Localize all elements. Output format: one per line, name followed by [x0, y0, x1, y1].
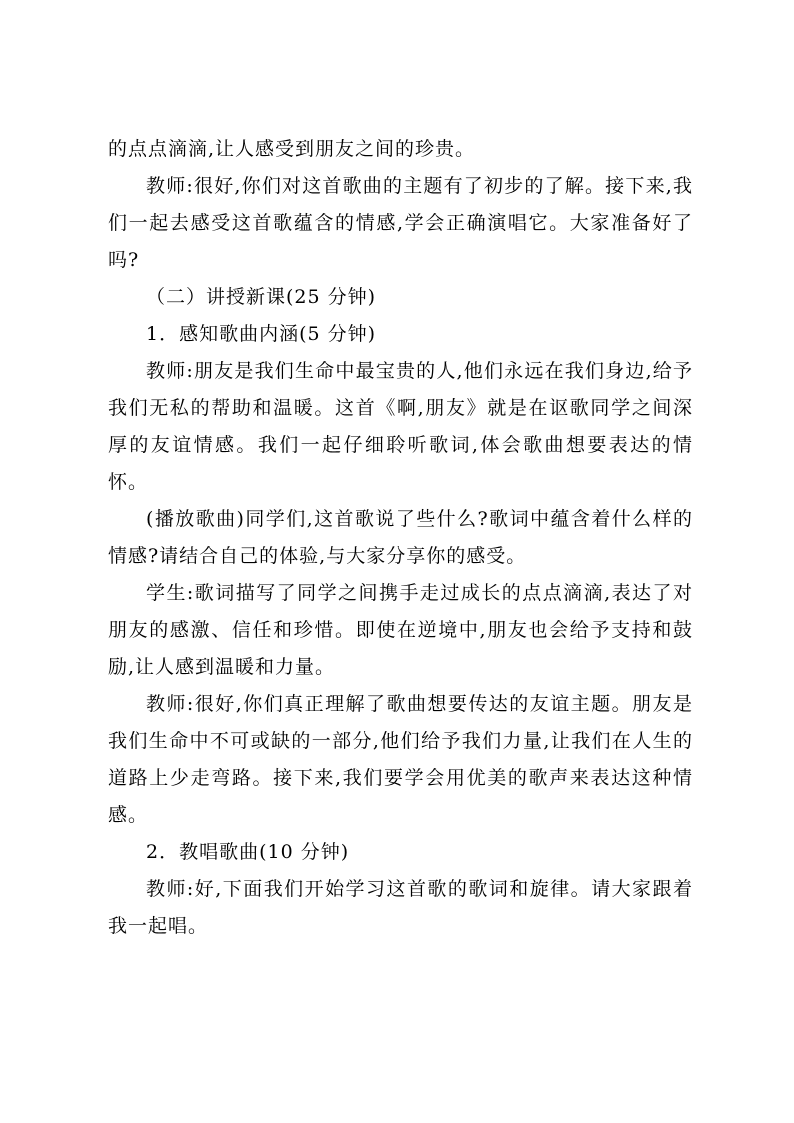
paragraph-teacher-summary: 教师:很好,你们真正理解了歌曲想要传达的友谊主题。朋友是我们生命中不可或缺的一部分,他们给予我们力量,让我们在人生的道路上少走弯路。接下来,我们要学会用优美的歌声来表达这种情感。 [108, 693, 693, 826]
subsection-heading-teach-singing: 2．教唱歌曲(10 分钟) [146, 841, 350, 863]
document-page [108, 131, 693, 945]
section-heading-new-lesson: （二）讲授新课(25 分钟) [146, 286, 377, 308]
paragraph-teacher-friends: 教师:朋友是我们生命中最宝贵的人,他们永远在我们身边,给予我们无私的帮助和温暖。这首《啊,朋友》就是在讴歌同学之间深厚的友谊情感。我们一起仔细聆听歌词,体会歌曲想要表达的情怀。 [108, 360, 693, 493]
paragraph-teacher-sing: 教师:好,下面我们开始学习这首歌的歌词和旋律。请大家跟着我一起唱。 [108, 878, 693, 937]
paragraph-play-song: (播放歌曲)同学们,这首歌说了些什么?歌词中蕴含着什么样的情感?请结合自己的体验,与大家分享你的感受。 [108, 508, 693, 567]
paragraph-teacher-intro: 教师:很好,你们对这首歌曲的主题有了初步的了解。接下来,我们一起去感受这首歌蕴含的情感,学会正确演唱它。大家准备好了吗? [108, 175, 693, 271]
subsection-heading-perceive: 1．感知歌曲内涵(5 分钟) [146, 323, 377, 345]
paragraph-continuation: 的点点滴滴,让人感受到朋友之间的珍贵。 [108, 138, 476, 160]
paragraph-student-answer: 学生:歌词描写了同学之间携手走过成长的点点滴滴,表达了对朋友的感激、信任和珍惜。即使在逆境中,朋友也会给予支持和鼓励,让人感到温暖和力量。 [108, 582, 693, 678]
